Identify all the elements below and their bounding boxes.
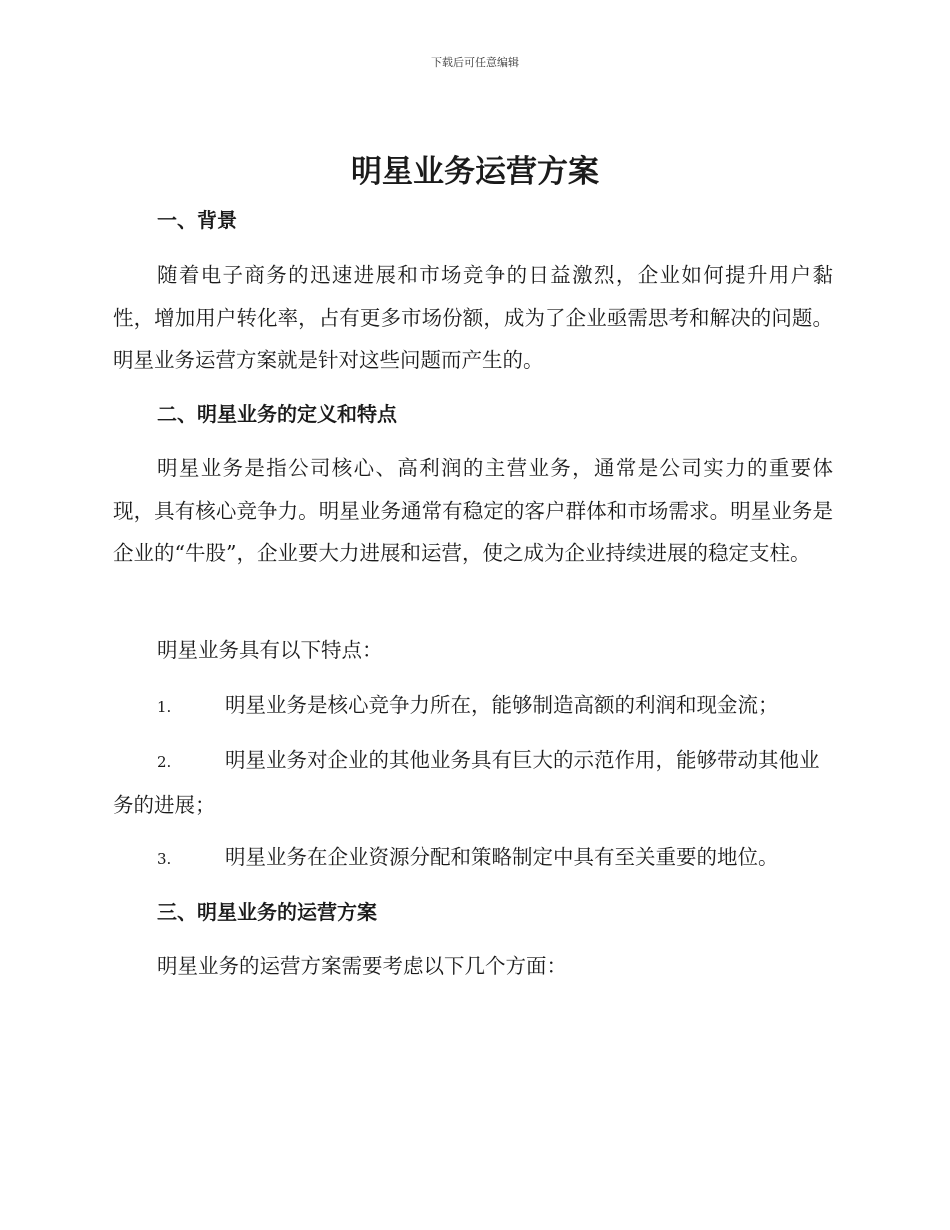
list-item bbox=[113, 684, 833, 729]
background-paragraph: 随着电子商务的迅速进展和市场竞争的日益激烈，企业如何提升用户黏性，增加用户转化率，占有更多市场份额，成为了企业亟需思考和解决的问题。明星业务运营方案就是针对这些问题而产生的。 bbox=[113, 263, 833, 372]
list-item-text: 明星业务是核心竞争力所在，能够制造高额的利润和现金流； bbox=[225, 693, 779, 717]
header-note: 下载后可任意编辑 bbox=[431, 56, 519, 69]
section-heading-definition: 二、明星业务的定义和特点 bbox=[157, 402, 397, 426]
list-item-number: 3. bbox=[157, 850, 172, 868]
list-item-text: 明星业务在企业资源分配和策略制定中具有至关重要的地位。 bbox=[225, 845, 779, 869]
list-item-number: 1. bbox=[157, 698, 172, 716]
definition-paragraph: 明星业务是指公司核心、高利润的主营业务，通常是公司实力的重要体现，具有核心竞争力。明星业务通常有稳定的客户群体和市场需求。明星业务是企业的“牛股”，企业要大力进展和运营，使之成为企业持续进展的稳定支柱。 bbox=[113, 456, 833, 565]
section-heading-background: 一、背景 bbox=[157, 208, 237, 232]
operation-plan-paragraph: 明星业务的运营方案需要考虑以下几个方面： bbox=[157, 954, 567, 978]
document-title: 明星业务运营方案 bbox=[351, 154, 599, 190]
list-item bbox=[113, 739, 833, 826]
list-item bbox=[113, 836, 833, 881]
list-item-number: 2. bbox=[157, 753, 172, 771]
features-intro-paragraph: 明星业务具有以下特点： bbox=[157, 638, 383, 662]
list-item-text: 明星业务对企业的其他业务具有巨大的示范作用，能够带动其他业务的进展； bbox=[113, 748, 820, 817]
section-heading-operation-plan: 三、明星业务的运营方案 bbox=[157, 900, 377, 924]
